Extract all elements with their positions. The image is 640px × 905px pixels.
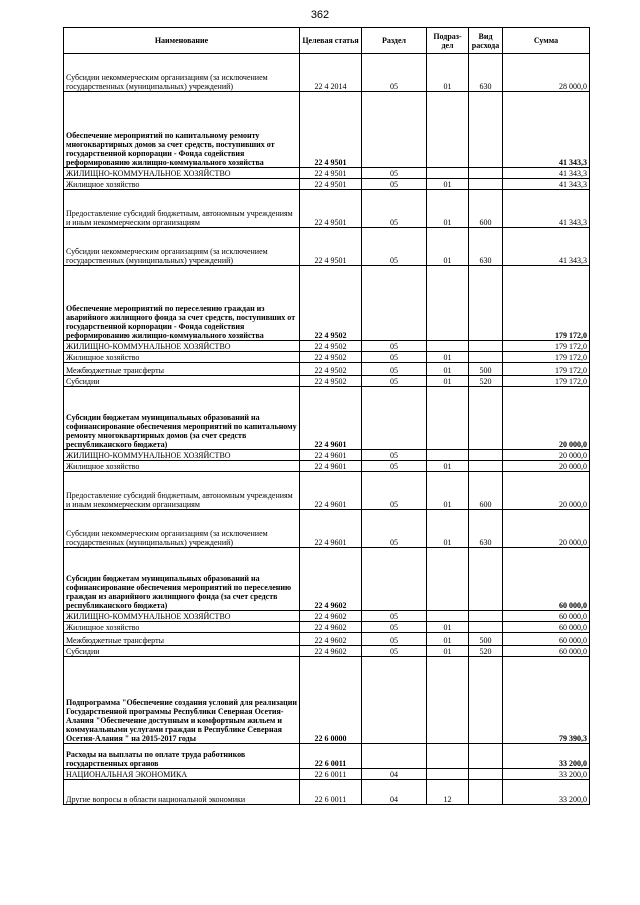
row-name: Жилищное хозяйство <box>64 179 300 190</box>
row-subsection <box>427 548 469 611</box>
table-row <box>64 472 590 510</box>
row-section: 05 <box>362 352 427 363</box>
row-article: 22 4 9602 <box>300 622 362 633</box>
table-header-row <box>64 28 590 54</box>
table-row <box>64 510 590 548</box>
row-article: 22 4 9502 <box>300 376 362 387</box>
row-sum: 79 390,3 <box>503 657 590 744</box>
row-section <box>362 657 427 744</box>
row-expense-type: 630 <box>469 228 503 266</box>
row-name: Субсидии некоммерческим организациям (за исключением государственных (муниципальных) учреждений) <box>64 54 300 92</box>
row-sum: 33 200,0 <box>503 744 590 769</box>
table-row <box>64 266 590 341</box>
row-expense-type: 500 <box>469 363 503 376</box>
row-subsection <box>427 769 469 780</box>
header-subsection: Подраз-дел <box>427 28 469 54</box>
row-article: 22 4 9502 <box>300 363 362 376</box>
table-row <box>64 190 590 228</box>
row-sum: 179 172,0 <box>503 352 590 363</box>
table-row <box>64 341 590 352</box>
row-article: 22 4 9602 <box>300 633 362 646</box>
row-subsection <box>427 92 469 168</box>
row-section: 05 <box>362 633 427 646</box>
row-section: 05 <box>362 646 427 657</box>
row-article: 22 4 9601 <box>300 472 362 510</box>
row-name: Подпрограмма "Обеспечение создания условий для реализации Государственной программы Республики Северная Осетия-Алания "Обеспечение доступным и комфортным жильем и коммунальными услугами граждан в Республике Северная Осетия-Алания " на 2015-2017 годы <box>64 657 300 744</box>
table-row <box>64 622 590 633</box>
row-article: 22 4 9501 <box>300 168 362 179</box>
table-row <box>64 611 590 622</box>
row-subsection: 01 <box>427 363 469 376</box>
header-expense-type: Вид расхода <box>469 28 503 54</box>
row-sum: 41 343,3 <box>503 228 590 266</box>
row-name: ЖИЛИЩНО-КОММУНАЛЬНОЕ ХОЗЯЙСТВО <box>64 450 300 461</box>
table-row <box>64 376 590 387</box>
row-section: 05 <box>362 611 427 622</box>
row-subsection: 01 <box>427 622 469 633</box>
row-sum: 33 200,0 <box>503 780 590 805</box>
row-article: 22 6 0000 <box>300 657 362 744</box>
header-article: Целевая статья <box>300 28 362 54</box>
row-subsection: 01 <box>427 376 469 387</box>
row-expense-type <box>469 769 503 780</box>
row-article: 22 4 9602 <box>300 646 362 657</box>
row-article: 22 4 9601 <box>300 461 362 472</box>
header-section: Раздел <box>362 28 427 54</box>
row-name: Субсидии <box>64 646 300 657</box>
row-expense-type: 520 <box>469 646 503 657</box>
row-sum: 60 000,0 <box>503 622 590 633</box>
table-row <box>64 363 590 376</box>
row-section <box>362 548 427 611</box>
row-expense-type <box>469 179 503 190</box>
table-body <box>64 54 590 805</box>
row-article: 22 4 9502 <box>300 352 362 363</box>
row-expense-type <box>469 744 503 769</box>
row-name: Межбюджетные трансферты <box>64 363 300 376</box>
row-name: ЖИЛИЩНО-КОММУНАЛЬНОЕ ХОЗЯЙСТВО <box>64 341 300 352</box>
row-section: 05 <box>362 179 427 190</box>
row-article: 22 6 0011 <box>300 769 362 780</box>
row-expense-type <box>469 780 503 805</box>
row-section: 05 <box>362 363 427 376</box>
row-section <box>362 744 427 769</box>
row-sum: 20 000,0 <box>503 387 590 450</box>
row-article: 22 6 0011 <box>300 780 362 805</box>
header-name: Наименование <box>64 28 300 54</box>
row-expense-type: 630 <box>469 54 503 92</box>
row-name: Жилищное хозяйство <box>64 622 300 633</box>
table-row <box>64 744 590 769</box>
row-name: Предоставление субсидий бюджетным, автономным учреждениям и иным некоммерческим организациям <box>64 472 300 510</box>
table-row <box>64 450 590 461</box>
row-section: 05 <box>362 510 427 548</box>
row-subsection <box>427 611 469 622</box>
row-section: 05 <box>362 461 427 472</box>
row-subsection <box>427 341 469 352</box>
table-row <box>64 228 590 266</box>
row-subsection: 01 <box>427 228 469 266</box>
table-row <box>64 780 590 805</box>
row-expense-type <box>469 622 503 633</box>
row-expense-type <box>469 657 503 744</box>
row-section <box>362 266 427 341</box>
row-section: 05 <box>362 472 427 510</box>
row-subsection: 12 <box>427 780 469 805</box>
row-name: ЖИЛИЩНО-КОММУНАЛЬНОЕ ХОЗЯЙСТВО <box>64 611 300 622</box>
row-article: 22 4 9501 <box>300 179 362 190</box>
row-article: 22 4 9601 <box>300 450 362 461</box>
row-expense-type <box>469 461 503 472</box>
row-subsection <box>427 657 469 744</box>
row-name: Субсидии некоммерческим организациям (за исключением государственных (муниципальных) учреждений) <box>64 510 300 548</box>
row-sum: 28 000,0 <box>503 54 590 92</box>
row-subsection <box>427 387 469 450</box>
row-expense-type <box>469 450 503 461</box>
row-article: 22 4 2014 <box>300 54 362 92</box>
row-expense-type: 600 <box>469 472 503 510</box>
row-expense-type <box>469 341 503 352</box>
row-name: Предоставление субсидий бюджетным, автономным учреждениям и иным некоммерческим организациям <box>64 190 300 228</box>
row-section: 05 <box>362 341 427 352</box>
row-sum: 179 172,0 <box>503 363 590 376</box>
row-sum: 20 000,0 <box>503 461 590 472</box>
row-name: Обеспечение мероприятий по переселению граждан из аварийного жилищного фонда за счет средств, поступивших от государственной корпорации - Фонда содействия реформированию жилищно-коммунального хозяйства <box>64 266 300 341</box>
row-expense-type: 520 <box>469 376 503 387</box>
row-subsection: 01 <box>427 633 469 646</box>
row-section: 05 <box>362 376 427 387</box>
row-subsection <box>427 744 469 769</box>
row-subsection: 01 <box>427 510 469 548</box>
page-number: 362 <box>310 9 330 21</box>
row-sum: 20 000,0 <box>503 450 590 461</box>
row-subsection: 01 <box>427 54 469 92</box>
row-section <box>362 387 427 450</box>
row-article: 22 4 9602 <box>300 548 362 611</box>
row-section: 04 <box>362 780 427 805</box>
table-row <box>64 646 590 657</box>
table-row <box>64 352 590 363</box>
row-article: 22 4 9601 <box>300 510 362 548</box>
row-subsection: 01 <box>427 190 469 228</box>
table-row <box>64 769 590 780</box>
row-article: 22 4 9502 <box>300 341 362 352</box>
row-sum: 60 000,0 <box>503 633 590 646</box>
table-row <box>64 548 590 611</box>
budget-table <box>63 27 590 805</box>
row-sum: 179 172,0 <box>503 266 590 341</box>
row-sum: 41 343,3 <box>503 92 590 168</box>
row-expense-type <box>469 611 503 622</box>
row-expense-type <box>469 266 503 341</box>
row-name: Субсидии бюджетам муниципальных образований на софинансирование обеспечения мероприятий по переселению граждан из аварийного жилищного фонда (за счет средств республиканского бюджета) <box>64 548 300 611</box>
row-name: Другие вопросы в области национальной экономики <box>64 780 300 805</box>
row-expense-type: 500 <box>469 633 503 646</box>
row-expense-type <box>469 387 503 450</box>
row-sum: 20 000,0 <box>503 510 590 548</box>
row-article: 22 4 9601 <box>300 387 362 450</box>
row-article: 22 4 9501 <box>300 190 362 228</box>
row-article: 22 4 9502 <box>300 266 362 341</box>
row-section: 05 <box>362 190 427 228</box>
row-section: 05 <box>362 450 427 461</box>
row-section: 05 <box>362 54 427 92</box>
row-sum: 41 343,3 <box>503 168 590 179</box>
row-sum: 60 000,0 <box>503 548 590 611</box>
row-expense-type: 630 <box>469 510 503 548</box>
row-subsection <box>427 168 469 179</box>
table-row <box>64 168 590 179</box>
row-subsection: 01 <box>427 472 469 510</box>
row-subsection: 01 <box>427 352 469 363</box>
row-expense-type <box>469 168 503 179</box>
row-section: 04 <box>362 769 427 780</box>
row-expense-type <box>469 352 503 363</box>
row-sum: 20 000,0 <box>503 472 590 510</box>
row-sum: 179 172,0 <box>503 341 590 352</box>
row-name: НАЦИОНАЛЬНАЯ ЭКОНОМИКА <box>64 769 300 780</box>
table-row <box>64 92 590 168</box>
table-row <box>64 657 590 744</box>
row-sum: 41 343,3 <box>503 179 590 190</box>
table-row <box>64 633 590 646</box>
row-section: 05 <box>362 622 427 633</box>
table-row <box>64 387 590 450</box>
row-expense-type <box>469 92 503 168</box>
row-expense-type <box>469 548 503 611</box>
row-section: 05 <box>362 168 427 179</box>
row-name: Субсидии бюджетам муниципальных образований на софинансирование обеспечения мероприятий по капитальному ремонту многоквартирных домов (за счет средств республиканского бюджета) <box>64 387 300 450</box>
row-article: 22 6 0011 <box>300 744 362 769</box>
row-sum: 33 200,0 <box>503 769 590 780</box>
row-section: 05 <box>362 228 427 266</box>
row-name: Жилищное хозяйство <box>64 461 300 472</box>
row-subsection: 01 <box>427 461 469 472</box>
row-name: Жилищное хозяйство <box>64 352 300 363</box>
table-row <box>64 179 590 190</box>
row-sum: 179 172,0 <box>503 376 590 387</box>
header-sum: Сумма <box>503 28 590 54</box>
row-sum: 60 000,0 <box>503 611 590 622</box>
row-name: Субсидии <box>64 376 300 387</box>
row-expense-type: 600 <box>469 190 503 228</box>
row-subsection <box>427 450 469 461</box>
row-subsection <box>427 266 469 341</box>
row-article: 22 4 9501 <box>300 228 362 266</box>
table-row <box>64 54 590 92</box>
table-row <box>64 461 590 472</box>
row-section <box>362 92 427 168</box>
row-name: Межбюджетные трансферты <box>64 633 300 646</box>
row-article: 22 4 9501 <box>300 92 362 168</box>
row-name: Субсидии некоммерческим организациям (за исключением государственных (муниципальных) учреждений) <box>64 228 300 266</box>
row-article: 22 4 9602 <box>300 611 362 622</box>
row-sum: 60 000,0 <box>503 646 590 657</box>
row-name: Обеспечение мероприятий по капитальному ремонту многоквартирных домов за счет средств, поступивших от государственной корпорации - Фонда содействия реформированию жилищно-коммунального хозяйства <box>64 92 300 168</box>
row-sum: 41 343,3 <box>503 190 590 228</box>
row-subsection: 01 <box>427 179 469 190</box>
row-name: ЖИЛИЩНО-КОММУНАЛЬНОЕ ХОЗЯЙСТВО <box>64 168 300 179</box>
row-name: Расходы на выплаты по оплате труда работников государственных органов <box>64 744 300 769</box>
row-subsection: 01 <box>427 646 469 657</box>
